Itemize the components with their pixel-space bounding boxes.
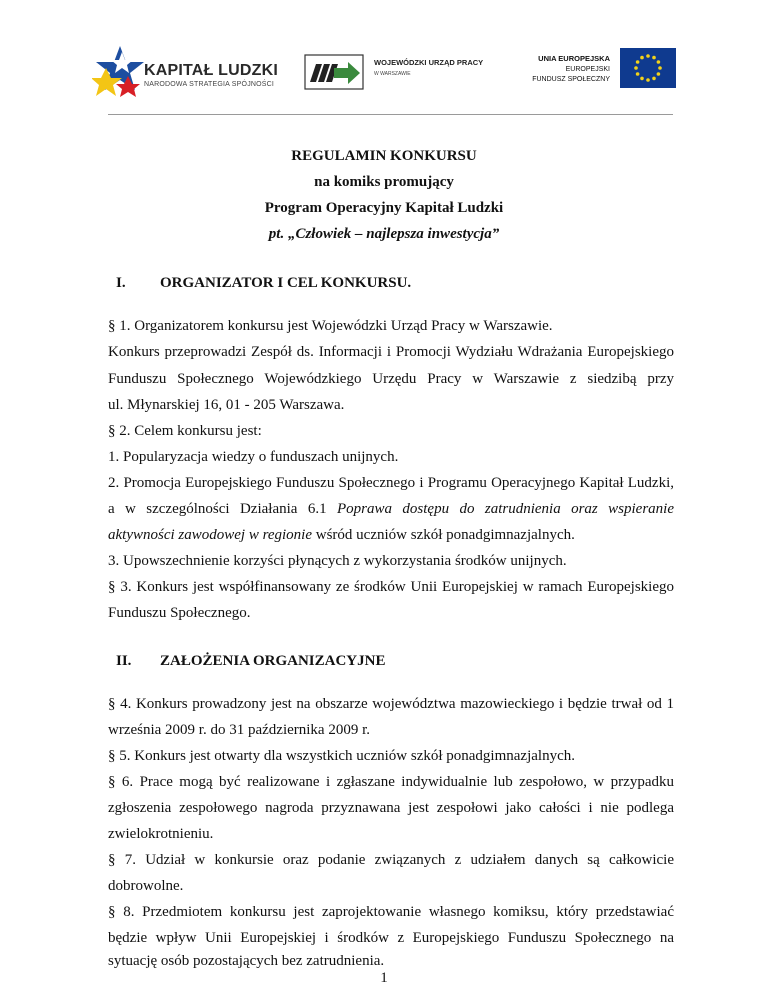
paragraph-line: § 4. Konkurs prowadzony jest na obszarze województwa mazowieckiego i będzie trwał od 1: [108, 696, 674, 712]
paragraph-line: § 6. Prace mogą być realizowane i zgłaszane indywidualnie lub zespołowo, w przypadku: [108, 774, 674, 790]
paragraph-line: Konkurs przeprowadzi Zespół ds. Informacji i Promocji Wydziału Wdrażania Europejskiego: [108, 344, 674, 360]
paragraph-line: [108, 527, 674, 544]
paragraph-line: 1. Popularyzacja wiedzy o funduszach unijnych.: [108, 449, 399, 465]
emphasis-text: aktywności zawodowej w regionie: [108, 527, 313, 543]
paragraph-line: § 2. Celem konkursu jest:: [108, 423, 262, 439]
wup-subtitle: W WARSZAWIE: [374, 71, 411, 77]
kapital-ludzki-logo: [92, 42, 292, 102]
header-rule: [108, 114, 673, 115]
paragraph-line: 3. Upowszechnienie korzyści płynących z wykorzystania środków unijnych.: [108, 553, 567, 569]
section-1-number: I.: [116, 275, 126, 291]
eu-logo-line3: FUNDUSZ SPOŁECZNY: [532, 76, 610, 83]
paragraph-line: ul. Młynarskiej 16, 01 - 205 Warszawa.: [108, 397, 345, 413]
section-1-title: ORGANIZATOR I CEL KONKURSU.: [160, 275, 412, 291]
paragraph-line: 2. Promocja Europejskiego Funduszu Społecznego i Programu Operacyjnego Kapitał Ludzki,: [108, 475, 674, 491]
section-2-title: ZAŁOŻENIA ORGANIZACYJNE: [160, 653, 386, 669]
kapital-ludzki-title: KAPITAŁ LUDZKI: [144, 62, 279, 79]
wup-title: WOJEWÓDZKI URZĄD PRACY: [374, 58, 484, 67]
title-line-4: pt. „Człowiek – najlepsza inwestycja”: [268, 226, 500, 242]
paragraph-line: będzie wpływ Unii Europejskiej i środków z Europejskiego Funduszu Społecznego na: [108, 930, 674, 946]
eu-logo: [510, 46, 680, 98]
wup-arrows-icon: [304, 52, 364, 92]
header-logos: [90, 38, 680, 116]
paragraph-text: a w szczególności Działania 6.1: [108, 501, 337, 517]
emphasis-text: Poprawa dostępu do zatrudnienia oraz wspieranie: [337, 501, 674, 517]
paragraph-line: § 5. Konkurs jest otwarty dla wszystkich uczniów szkół ponadgimnazjalnych.: [108, 748, 575, 764]
document-title: REGULAMIN KONKURSU: [291, 148, 477, 164]
eu-flag-icon: [620, 48, 676, 88]
paragraph-line: sytuację osób pozostających bez zatrudnienia.: [108, 953, 385, 969]
paragraph-line: § 7. Udział w konkursie oraz podanie związanych z udziałem danych są całkowicie: [108, 852, 674, 868]
paragraph-line: Funduszu Społecznego.: [108, 605, 251, 621]
title-line-2: na komiks promujący: [314, 174, 454, 190]
kapital-ludzki-star-icon: [92, 42, 150, 102]
wup-logo: [304, 52, 504, 96]
page-number: 1: [380, 970, 388, 986]
paragraph-line: [108, 501, 674, 518]
paragraph-line: dobrowolne.: [108, 878, 184, 894]
paragraph-line: września 2009 r. do 31 października 2009 r.: [108, 722, 371, 738]
paragraph-line: § 8. Przedmiotem konkursu jest zaprojektowanie własnego komiksu, który przedstawiać: [108, 904, 674, 920]
eu-logo-line2: EUROPEJSKI: [565, 66, 610, 73]
paragraph-line: zwielokrotnieniu.: [108, 826, 214, 842]
paragraph-text: wśród uczniów szkół ponadgimnazjalnych.: [312, 527, 575, 543]
eu-logo-line1: UNIA EUROPEJSKA: [538, 54, 610, 63]
paragraph-line: § 1. Organizatorem konkursu jest Wojewódzki Urząd Pracy w Warszawie.: [108, 318, 553, 334]
paragraph-line: Funduszu Społecznego Wojewódzkiego Urzędu Pracy w Warszawie z siedzibą przy: [108, 371, 674, 387]
section-2-number: II.: [116, 653, 132, 669]
paragraph-line: zgłoszenia zespołowego nagroda przyznawana jest zespołowi jako całości i nie podlega: [108, 800, 674, 816]
kapital-ludzki-subtitle: NARODOWA STRATEGIA SPÓJNOŚCI: [144, 81, 275, 88]
paragraph-line: § 3. Konkurs jest współfinansowany ze środków Unii Europejskiej w ramach Europejskiego: [108, 579, 674, 595]
title-line-3: Program Operacyjny Kapitał Ludzki: [264, 200, 504, 216]
